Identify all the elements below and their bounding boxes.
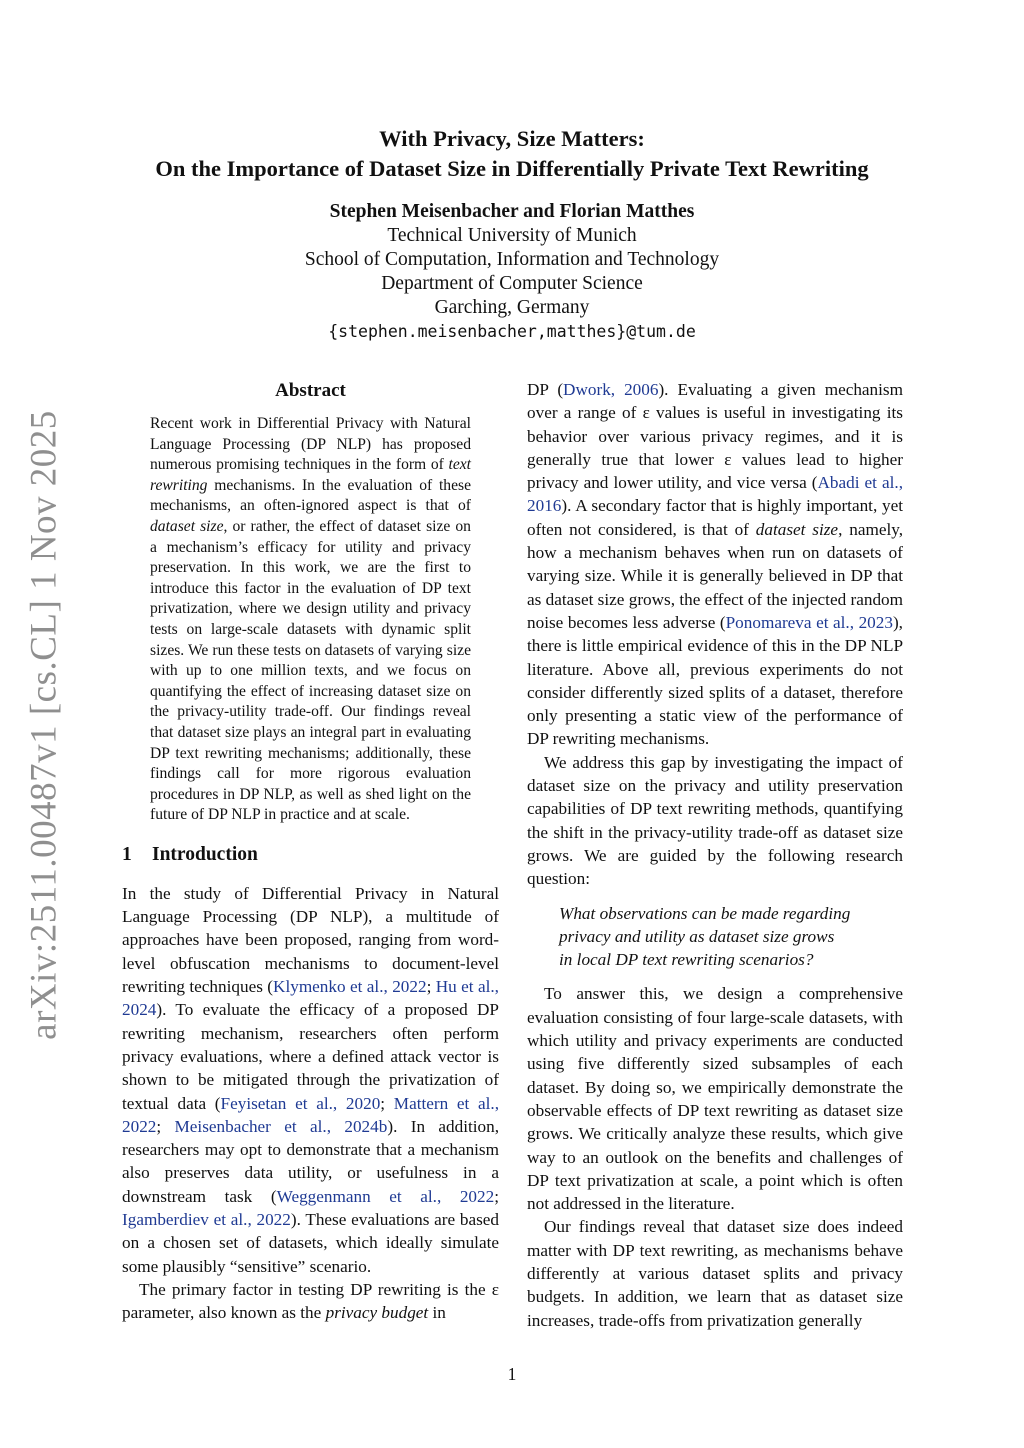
intro-text: The primary factor in testing DP rewriting is the ε parameter, also known as the	[122, 1279, 499, 1323]
citation-ponomareva[interactable]: Ponomareva et al., 2023	[725, 612, 893, 632]
body-text: ). Evaluating a given mechanism over a range of ε values is useful in investigating its behavior over various privacy regimes, and it is generally true that lower ε values lead to higher privacy and lower utility, and vice versa (	[527, 380, 903, 493]
citation-mattern[interactable]: Mattern et al., 2022	[122, 1093, 499, 1136]
section-number: 1	[122, 843, 132, 865]
intro-text: in	[428, 1303, 446, 1323]
abstract-emphasis-text-rewriting: text rewriting	[150, 456, 471, 494]
author-email: {stephen.meisenbacher,matthes}@tum.de	[328, 322, 696, 341]
citation-weggenmann[interactable]: Weggenmann et al., 2022	[276, 1186, 495, 1206]
affiliation-university: Technical University of Munich	[387, 225, 637, 246]
abstract-text-b: mechanisms. In the evaluation of these mechanisms, an often-ignored aspect is that of	[150, 476, 471, 515]
intro-paragraph-2	[122, 1278, 499, 1325]
research-question-line-1: What observations can be made regarding	[559, 903, 851, 923]
intro-text: ). In addition, researchers may opt to demonstrate that a mechanism also preserves data utility, or usefulness in a downstream task (	[122, 1116, 500, 1206]
emphasis-dataset-size: dataset size	[755, 519, 839, 539]
right-paragraph-2: We address this gap by investigating the impact of dataset size on the privacy and utility preservation capabilities of DP text rewriting methods, quantifying the shift in the privacy-utility trade-off as dataset size grows. We are guided by the following research question:	[527, 752, 903, 889]
intro-text: ). To evaluate the efficacy of a proposed DP rewriting mechanism, researchers often perform privacy evaluations, where a defined attack vector is shown to be mitigated through the privatization of textual data (	[122, 1000, 499, 1113]
title-line-2: On the Importance of Dataset Size in Differentially Private Text Rewriting	[155, 156, 869, 181]
author-block	[0, 200, 1024, 344]
abstract-emphasis-dataset-size: dataset size	[150, 517, 224, 535]
body-text: ). A secondary factor that is highly important, yet often not considered, is that of	[527, 496, 903, 539]
citation-separator: ;	[156, 1116, 175, 1136]
intro-paragraph-1	[122, 882, 499, 1278]
right-paragraph-3: To answer this, we design a comprehensive evaluation consisting of four large-scale datasets, with which utility and privacy experiments are conducted using five differently sized subsamples of each dataset. By doing so, we empirically demonstrate the observable effects of DP text rewriting as dataset size grows. We critically analyze these results, which give way to an outlook on the benefits and challenges of DP text privatization at scale, a point which is often not addressed in the literature.	[527, 984, 903, 1214]
author-names: Stephen Meisenbacher and Florian Matthes	[329, 201, 695, 222]
research-question-line-3: in local DP text rewriting scenarios?	[559, 950, 814, 970]
affiliation-school: School of Computation, Information and Technology	[304, 249, 720, 270]
intro-text: ). These evaluations are based on a chosen set of datasets, which ideally simulate some plausibly “sensitive” scenario.	[122, 1210, 499, 1276]
section-title: Introduction	[152, 843, 258, 865]
emphasis-privacy-budget: privacy budget	[325, 1303, 429, 1323]
research-question-line-2: privacy and utility as dataset size grows	[559, 926, 835, 946]
page-number: 1	[507, 1364, 517, 1384]
citation-separator: ;	[426, 977, 436, 997]
citation-separator: ;	[494, 1186, 499, 1206]
body-text: DP (	[527, 380, 564, 399]
citation-igamberdiev[interactable]: Igamberdiev et al., 2022	[122, 1210, 291, 1230]
citation-dwork[interactable]: Dwork, 2006	[563, 380, 659, 399]
citation-feyisetan[interactable]: Feyisetan et al., 2020	[220, 1093, 381, 1113]
right-paragraph-1	[527, 378, 903, 751]
abstract-text-a: Recent work in Differential Privacy with Natural Language Processing (DP NLP) has proposed numerous promising techniques in the form of	[150, 415, 471, 474]
right-column	[527, 378, 903, 1332]
citation-separator: ;	[380, 1093, 394, 1113]
abstract-text-c: , or rather, the effect of dataset size on a mechanism’s efficacy for utility and privacy preservation. In this work, we are the first to introduce this factor in the evaluation of DP text privatization, where we design utility and privacy tests on large-scale datasets with dynamic split sizes. We run these tests on datasets of varying size with up to one million texts, and we focus on quantifying the effect of increasing dataset size on the privacy-utility trade-off. Our findings reveal that dataset size plays an integral part in evaluating DP text rewriting mechanisms; additionally, these findings call for more rigorous evaluation procedures in DP NLP, as well as shed light on the future of DP NLP in practice and at scale.	[150, 517, 471, 824]
body-text: ), there is little empirical evidence of this in the DP NLP literature. Above all, previous experiments do not consider differently sized splits of a dataset, therefore only presenting a static view of the performance of DP rewriting mechanisms.	[527, 612, 903, 749]
affiliation-department: Department of Computer Science	[381, 273, 643, 294]
paper-title	[0, 124, 1024, 184]
abstract-heading: Abstract	[275, 380, 346, 401]
affiliation-location: Garching, Germany	[434, 297, 590, 318]
arxiv-identifier: arXiv:2511.00487v1 [cs.CL] 1 Nov 2025	[23, 410, 65, 1040]
left-column	[122, 378, 499, 1325]
citation-abadi[interactable]: Abadi et al., 2016	[527, 473, 903, 516]
citation-hu[interactable]: Hu et al., 2024	[122, 977, 499, 1020]
title-line-1: With Privacy, Size Matters:	[379, 126, 645, 151]
research-question	[559, 902, 879, 972]
abstract-body	[150, 414, 471, 826]
intro-text: In the study of Differential Privacy in Natural Language Processing (DP NLP), a multitude of approaches have been proposed, ranging from word-level obfuscation mechanisms to document-level rewriting techniques (	[122, 883, 499, 997]
citation-klymenko[interactable]: Klymenko et al., 2022	[273, 977, 427, 997]
citation-meisenbacher[interactable]: Meisenbacher et al., 2024b	[174, 1116, 388, 1136]
right-paragraph-4: Our findings reveal that dataset size does indeed matter with DP text rewriting, as mechanisms behave differently at various dataset splits and privacy budgets. In addition, we learn that as dataset size increases, trade-offs from privatization generally	[527, 1217, 903, 1330]
section-heading-introduction	[122, 842, 499, 868]
body-text: , namely, how a mechanism behaves when run on datasets of varying size. While it is generally believed in DP that as dataset size grows, the effect of the injected random noise becomes less adverse (	[527, 519, 903, 632]
